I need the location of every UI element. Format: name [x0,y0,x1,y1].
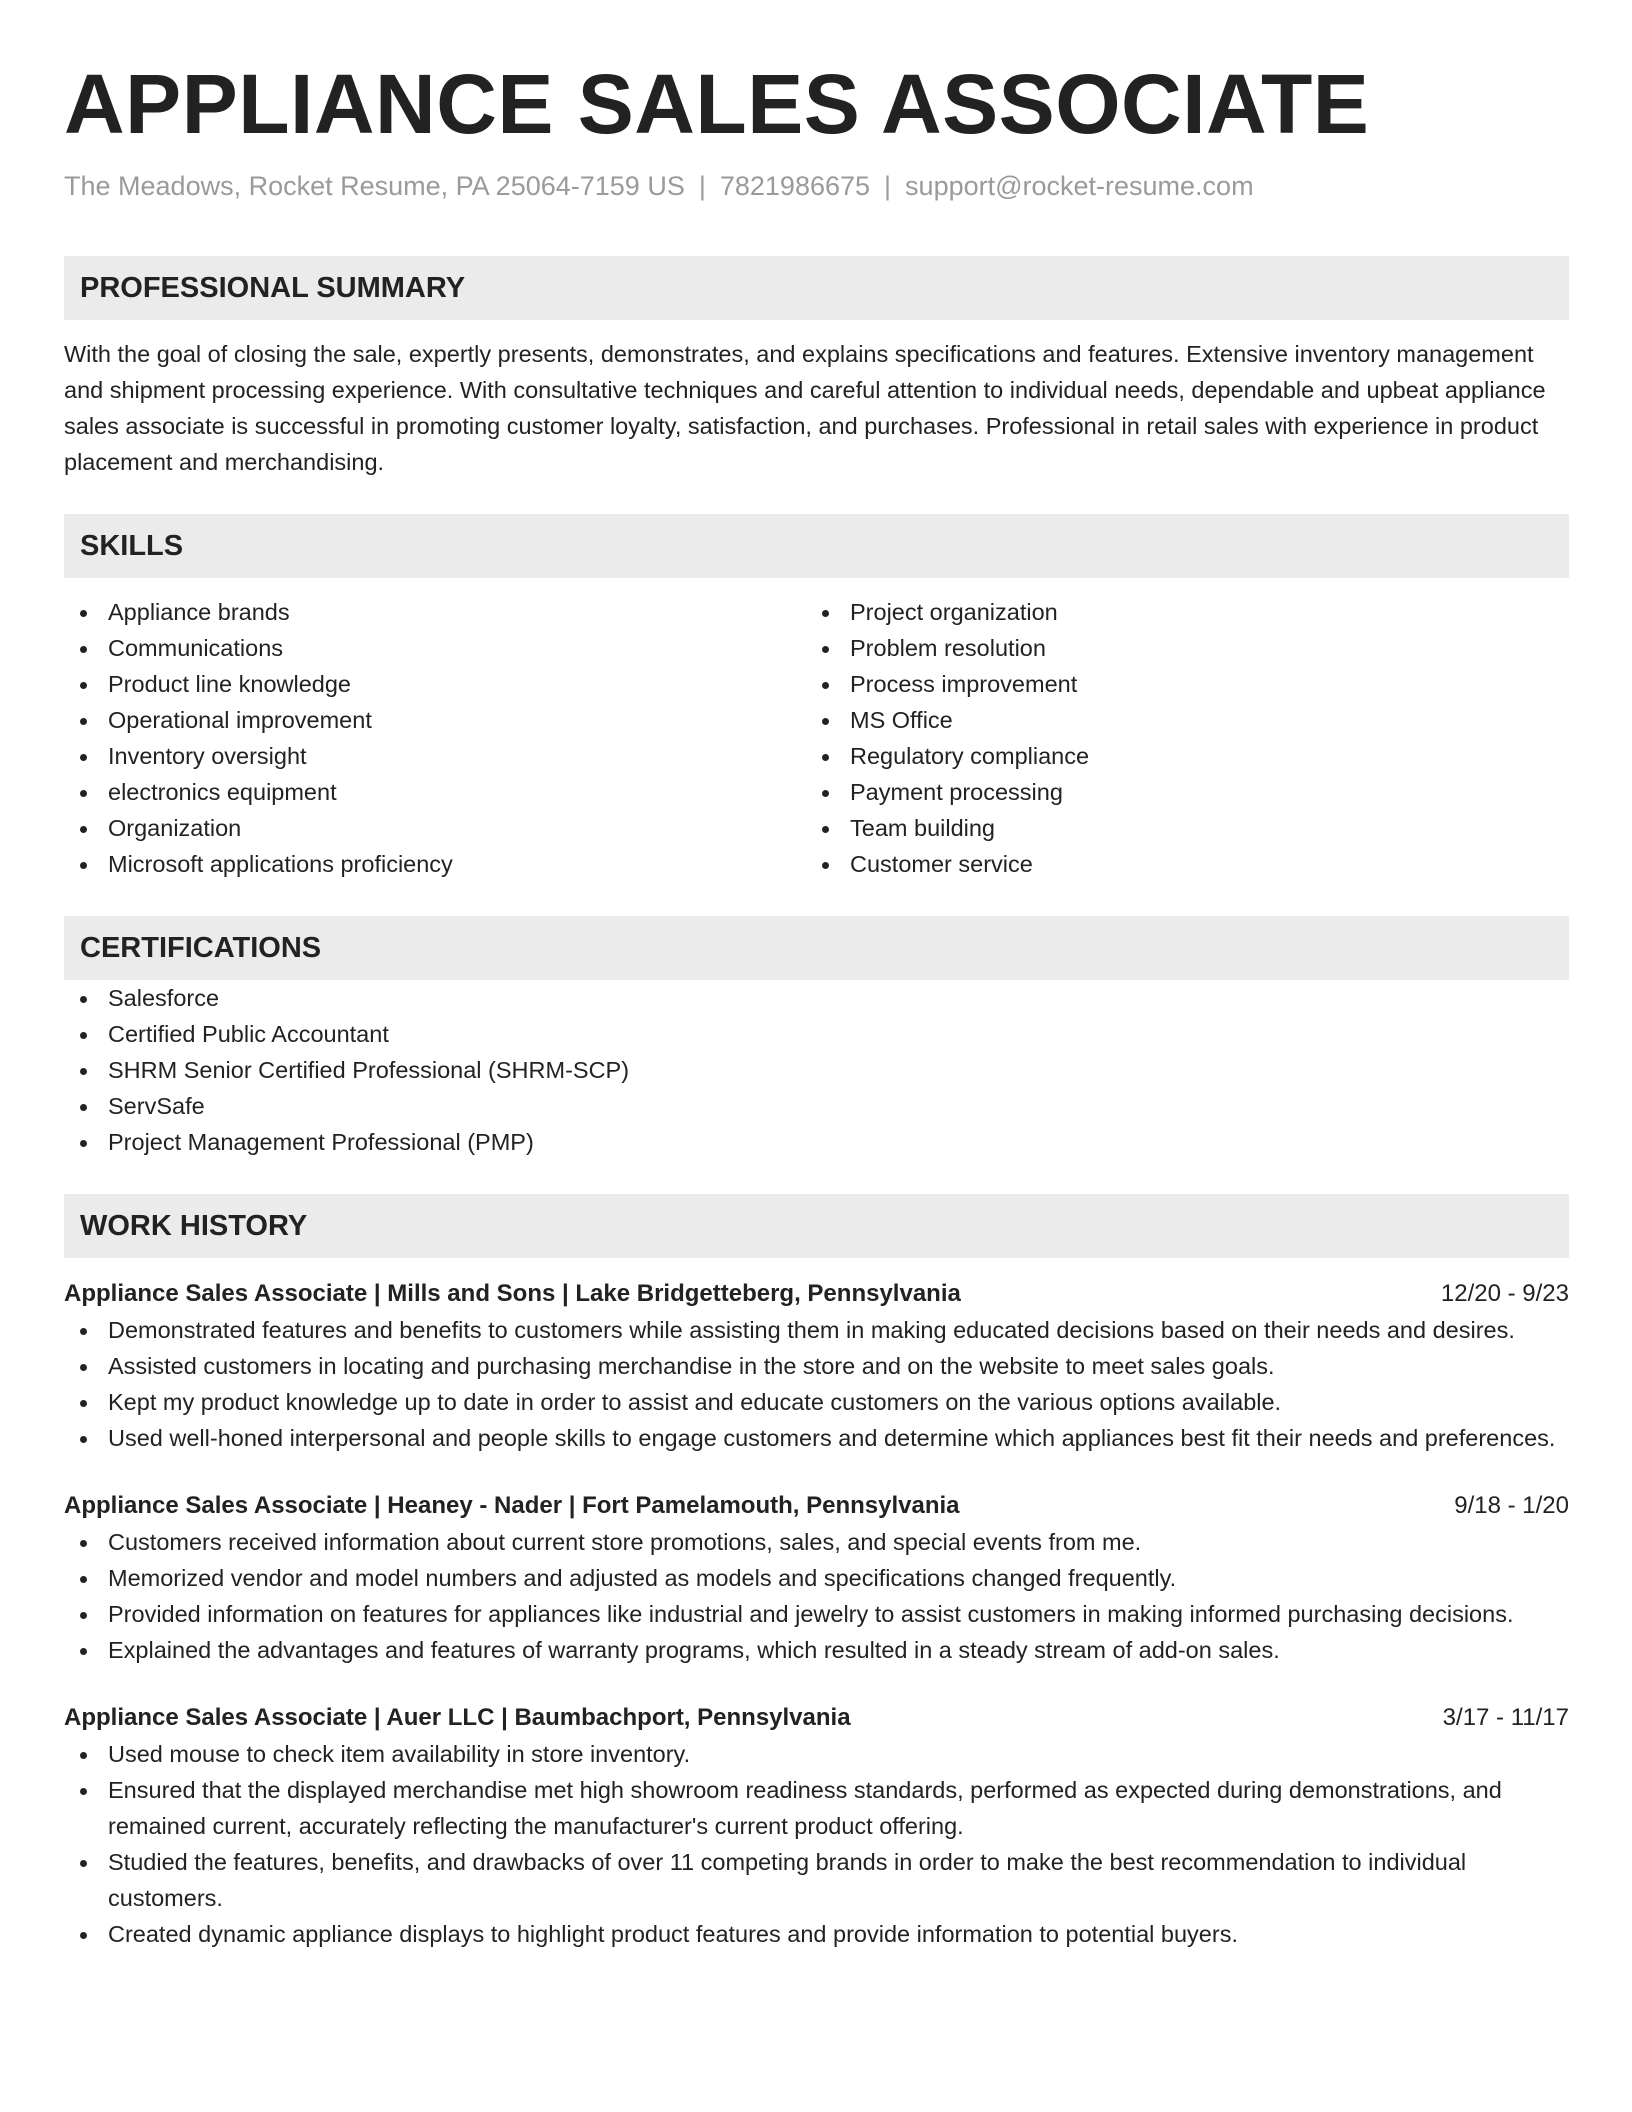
skills-list [64,594,1569,882]
job-title: Appliance Sales Associate | Mills and Sons | Lake Bridgetteberg, Pennsylvania [64,1280,961,1307]
certifications-list [64,980,1569,1160]
skill-item: Regulatory compliance [806,738,1548,774]
section-header-skills: SKILLS [64,514,1569,578]
section-header-certifications: CERTIFICATIONS [64,916,1569,980]
skill-item: Microsoft applications proficiency [64,846,806,882]
job-dates: 12/20 - 9/23 [1440,1280,1569,1307]
job-duty-item: Studied the features, benefits, and drawbacks of over 11 competing brands in order to make the best recommendation to individual customers. [64,1844,1569,1916]
job-duty-item: Assisted customers in locating and purchasing merchandise in the store and on the website to meet sales goals. [64,1348,1569,1384]
candidate-name: APPLIANCE SALES ASSOCIATE [64,57,1370,151]
job-duties-list [64,1736,1569,1952]
certification-item: Salesforce [64,980,1569,1016]
job-heading-row [64,1700,1569,1736]
email-link[interactable]: support@rocket-resume.com [905,171,1254,201]
skill-item: Communications [64,630,806,666]
skill-item: Appliance brands [64,594,806,630]
certification-item: Project Management Professional (PMP) [64,1124,1569,1160]
skill-item: Payment processing [806,774,1548,810]
section-header-work-history: WORK HISTORY [64,1194,1569,1258]
skill-item: electronics equipment [64,774,806,810]
job-duties-list [64,1524,1569,1668]
job-dates: 9/18 - 1/20 [1454,1492,1569,1519]
job-title: Appliance Sales Associate | Auer LLC | Baumbachport, Pennsylvania [64,1704,851,1731]
summary-text: With the goal of closing the sale, expertly presents, demonstrates, and explains specifications and features. Extensive inventory management and shipment processing experience. With consultative techniques and careful attention to individual needs, dependable and upbeat appliance sales associate is successful in promoting customer loyalty, satisfaction, and purchases. Professional in retail sales with experience in product placement and merchandising. [64,341,1546,475]
job-duty-item: Used mouse to check item availability in store inventory. [64,1736,1569,1772]
address: The Meadows, Rocket Resume, PA 25064-7159 US [64,171,685,201]
job-duties-list [64,1312,1569,1456]
contact-separator: | [884,171,892,201]
job-duty-item: Explained the advantages and features of warranty programs, which resulted in a steady stream of add-on sales. [64,1632,1569,1668]
job-entry [64,1276,1569,1456]
job-entry [64,1488,1569,1668]
certification-item: ServSafe [64,1088,1569,1124]
skills-column-left [64,594,806,882]
job-duty-item: Ensured that the displayed merchandise met high showroom readiness standards, performed as expected during demonstrations, and remained current, accurately reflecting the manufacturer's current product offering. [64,1772,1569,1844]
job-duty-item: Kept my product knowledge up to date in order to assist and educate customers on the various options available. [64,1384,1569,1420]
job-duty-item: Provided information on features for appliances like industrial and jewelry to assist customers in making informed purchasing decisions. [64,1596,1569,1632]
job-title: Appliance Sales Associate | Heaney - Nader | Fort Pamelamouth, Pennsylvania [64,1492,960,1519]
skills-column-right [806,594,1548,882]
skill-item: Inventory oversight [64,738,806,774]
contact-line [64,168,1569,204]
certification-item: Certified Public Accountant [64,1016,1569,1052]
job-duty-item: Demonstrated features and benefits to customers while assisting them in making educated decisions based on their needs and desires. [64,1312,1569,1348]
phone: 7821986675 [719,171,871,201]
job-heading-row [64,1488,1569,1524]
job-duty-item: Used well-honed interpersonal and people skills to engage customers and determine which appliances best fit their needs and preferences. [64,1420,1569,1456]
certification-item: SHRM Senior Certified Professional (SHRM-SCP) [64,1052,1569,1088]
skill-item: Customer service [806,846,1548,882]
skill-item: MS Office [806,702,1548,738]
skill-item: Organization [64,810,806,846]
job-duty-item: Memorized vendor and model numbers and adjusted as models and specifications changed frequently. [64,1560,1569,1596]
skill-item: Process improvement [806,666,1548,702]
skill-item: Team building [806,810,1548,846]
skill-item: Project organization [806,594,1548,630]
job-heading-row [64,1276,1569,1312]
job-dates: 3/17 - 11/17 [1442,1704,1569,1731]
contact-separator: | [698,171,706,201]
job-duty-item: Customers received information about current store promotions, sales, and special events from me. [64,1524,1569,1560]
job-duty-item: Created dynamic appliance displays to highlight product features and provide information to potential buyers. [64,1916,1569,1952]
job-entry [64,1700,1569,1952]
skill-item: Product line knowledge [64,666,806,702]
skill-item: Problem resolution [806,630,1548,666]
section-header-summary: PROFESSIONAL SUMMARY [64,256,1569,320]
skill-item: Operational improvement [64,702,806,738]
